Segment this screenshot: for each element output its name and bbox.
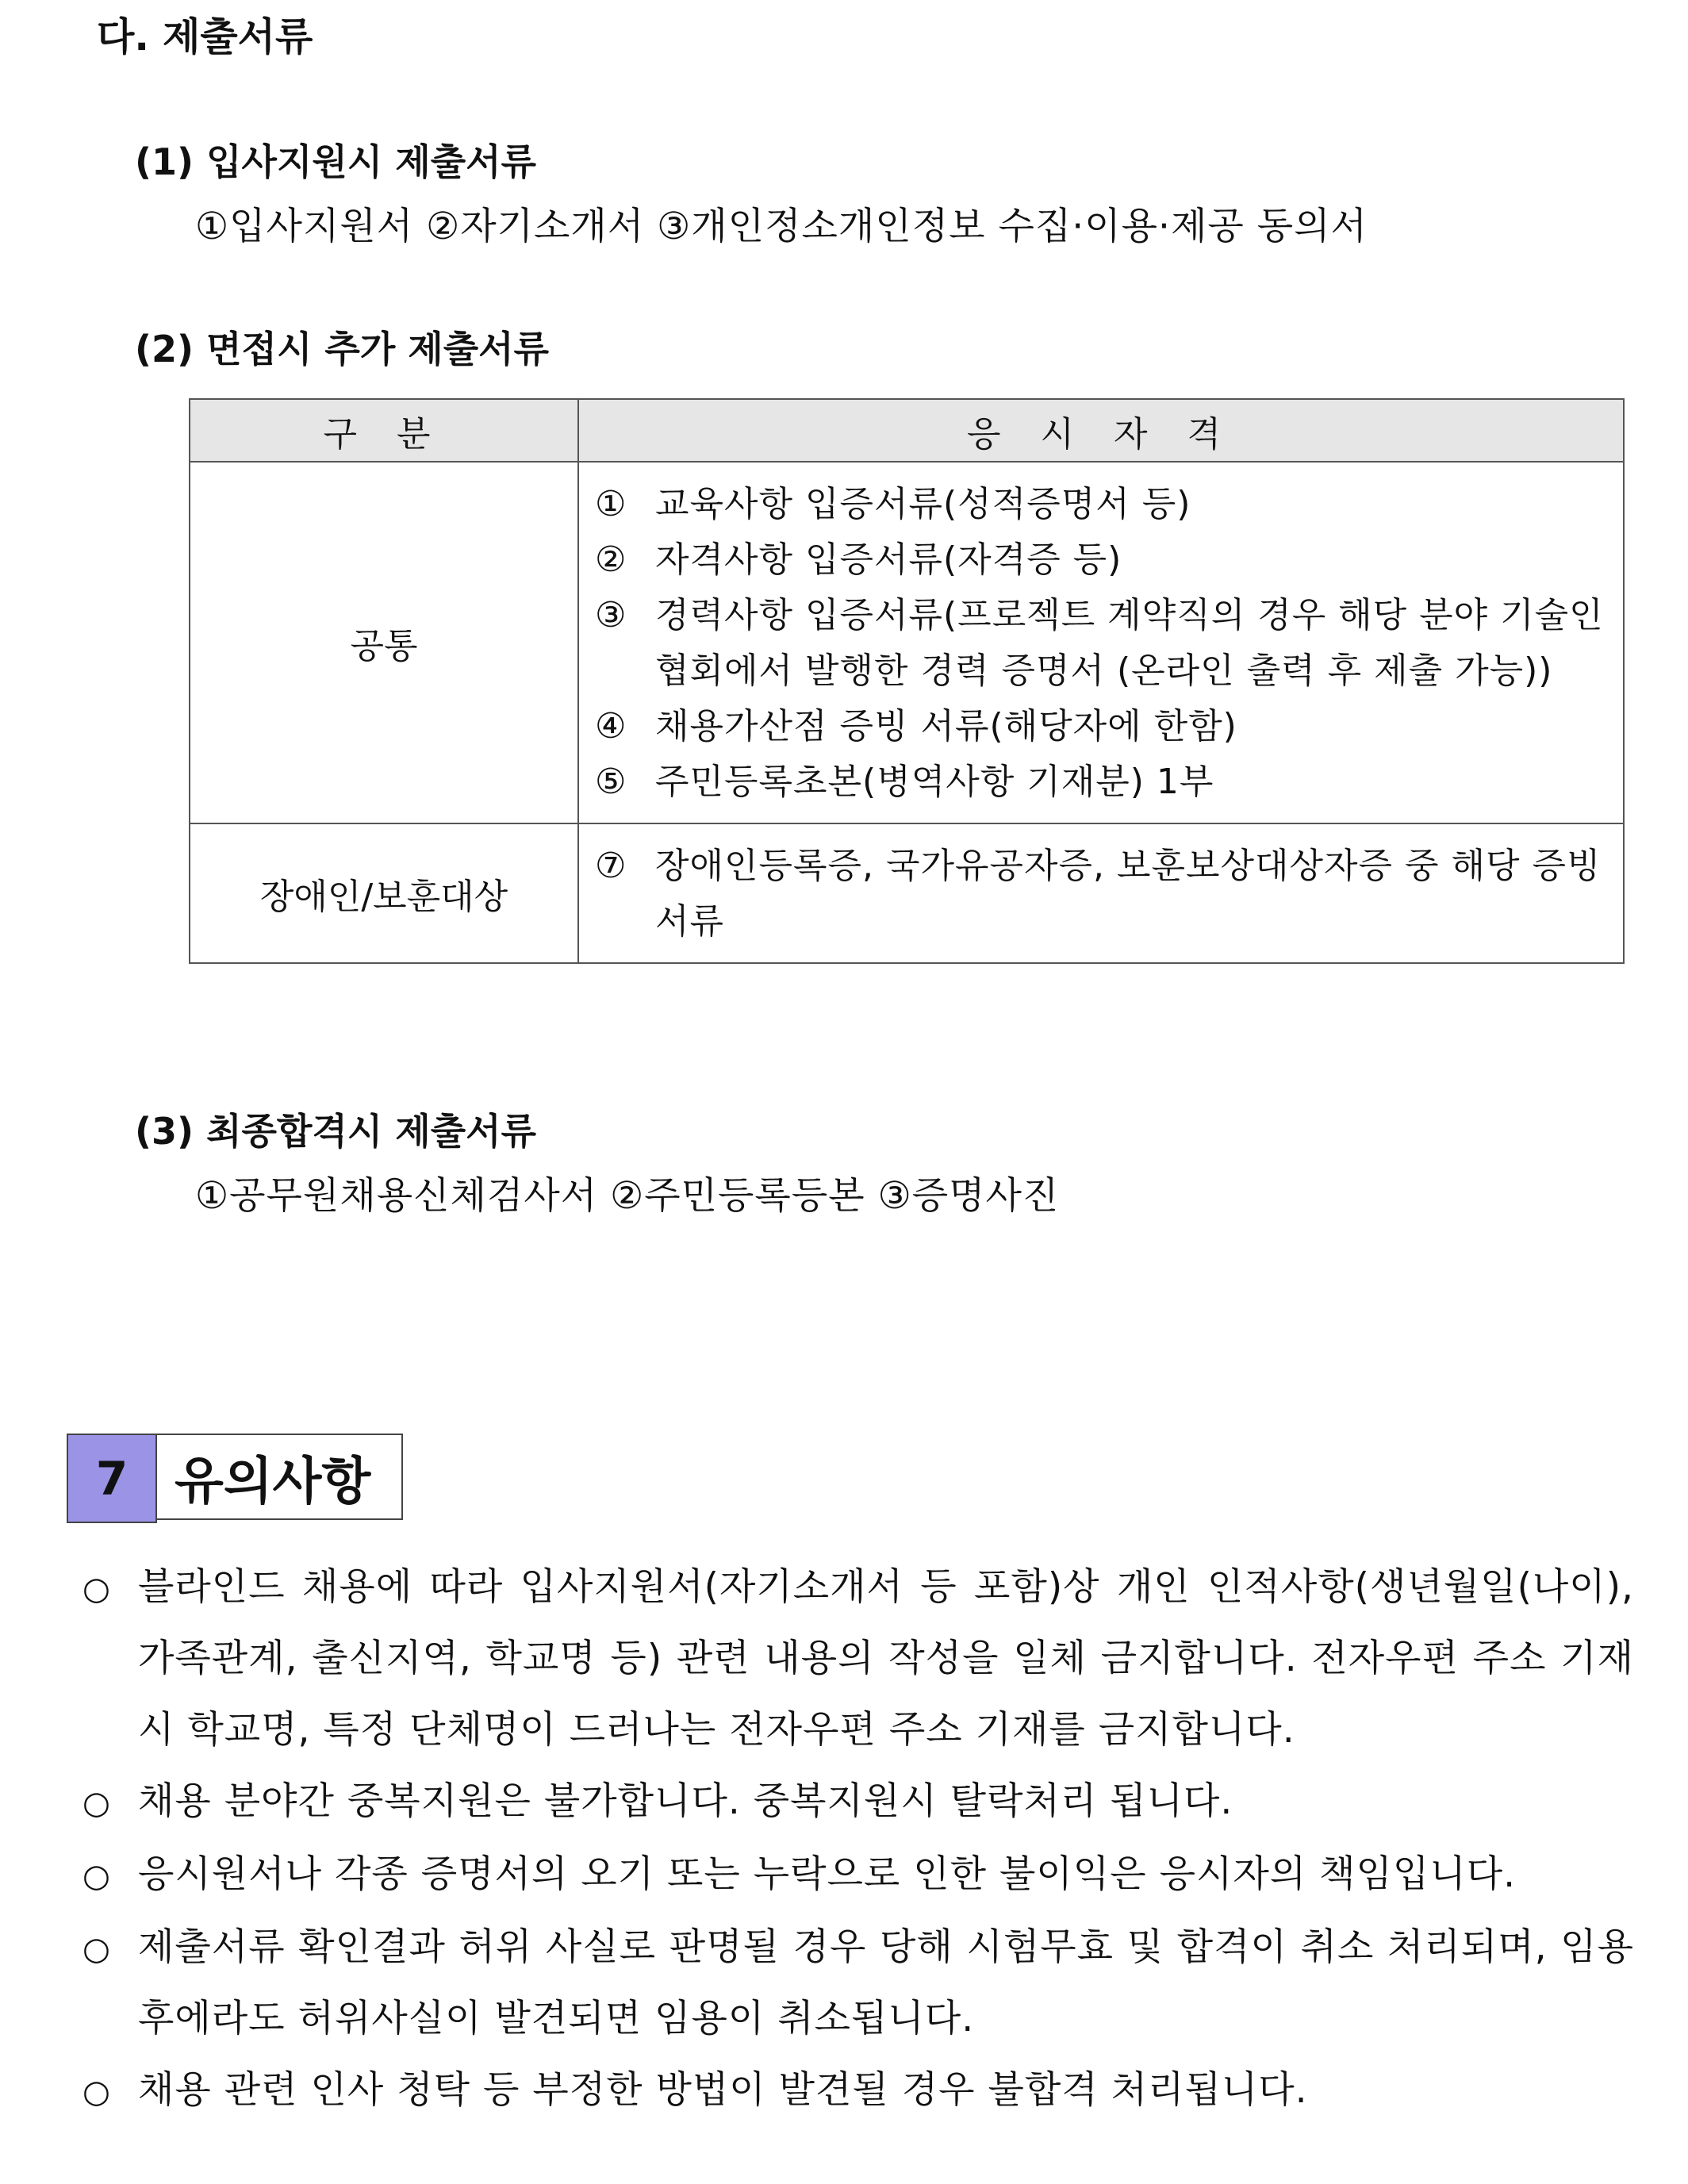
row-category: 공통	[190, 462, 578, 823]
list-item	[82, 2055, 1634, 2128]
item-number: ⑦	[595, 846, 627, 886]
interview-docs-table	[189, 398, 1625, 964]
notice-title: 유의사항	[157, 1434, 403, 1520]
item-number: ③	[595, 595, 627, 635]
list-item	[595, 699, 1607, 754]
interview-docs-title: (2) 면접시 추가 제출서류	[135, 328, 550, 370]
list-item	[595, 588, 1607, 699]
item-text: 자격사항 입증서류(자격증 등)	[655, 539, 1122, 580]
submission-on-apply-docs: ①입사지원서 ②자기소개서 ③개인정소개인정보 수집·이용·제공 동의서	[195, 205, 1368, 248]
bullet-icon: ○	[82, 2074, 110, 2110]
table-header-row	[190, 399, 1624, 462]
header-category: 구 분	[190, 399, 578, 462]
row-items	[578, 462, 1624, 823]
item-text: 채용가산점 증빙 서류(해당자에 한함)	[655, 706, 1237, 747]
item-number: ①	[595, 484, 627, 524]
list-item	[82, 1766, 1634, 1839]
list-item	[595, 532, 1607, 588]
row-category: 장애인/보훈대상	[190, 823, 578, 963]
list-item	[595, 839, 1607, 950]
list-item	[82, 1912, 1634, 2055]
bullet-icon: ○	[82, 1785, 110, 1821]
item-number: ⑤	[595, 762, 627, 802]
list-item	[82, 1839, 1634, 1912]
notice-heading	[67, 1434, 403, 1523]
final-pass-docs: ①공무원채용신체검사서 ②주민등록등본 ③증명사진	[195, 1174, 1060, 1218]
table-row-disabled-veteran	[190, 823, 1624, 963]
list-item	[595, 477, 1607, 532]
notice-text: 블라인드 채용에 따라 입사지원서(자기소개서 등 포함)상 개인 인적사항(생년월일(나이), 가족관계, 출신지역, 학교명 등) 관련 내용의 작성을 일체 금지합니다. 전자우편 주소 기재시 학교명, 특정 단체명이 드러나는 전자우편 주소 기재를 금지합니다.	[138, 1565, 1634, 1752]
notice-number-badge: 7	[67, 1434, 157, 1523]
table-row-common	[190, 462, 1624, 823]
bullet-icon: ○	[82, 1571, 110, 1607]
notice-text: 응시원서나 각종 증명서의 오기 또는 누락으로 인한 불이익은 응시자의 책임입니다.	[138, 1852, 1517, 1896]
item-text: 주민등록초본(병역사항 기재분) 1부	[655, 762, 1214, 802]
list-item	[595, 754, 1607, 810]
submission-on-apply-title: (1) 입사지원시 제출서류	[135, 140, 537, 183]
bullet-icon: ○	[82, 1858, 110, 1894]
section-title: 다. 제출서류	[97, 14, 313, 59]
list-item	[82, 1552, 1634, 1766]
notice-text: 제출서류 확인결과 허위 사실로 판명될 경우 당해 시험무효 및 합격이 취소 처리되며, 임용 후에라도 허위사실이 발견되면 임용이 취소됩니다.	[138, 1925, 1634, 2040]
bullet-icon: ○	[82, 1931, 110, 1967]
item-text: 교육사항 입증서류(성적증명서 등)	[655, 484, 1191, 524]
item-text: 장애인등록증, 국가유공자증, 보훈보상대상자증 중 해당 증빙 서류	[655, 846, 1602, 942]
item-number: ④	[595, 706, 627, 747]
notice-text: 채용 관련 인사 청탁 등 부정한 방법이 발견될 경우 불합격 처리됩니다.	[138, 2068, 1308, 2112]
item-text: 경력사항 입증서류(프로젝트 계약직의 경우 해당 분야 기술인 협회에서 발행한 경력 증명서 (온라인 출력 후 제출 가능))	[655, 595, 1604, 691]
header-requirement: 응 시 자 격	[578, 399, 1624, 462]
final-pass-docs-title: (3) 최종합격시 제출서류	[135, 1110, 537, 1153]
item-number: ②	[595, 539, 627, 580]
notice-list	[82, 1552, 1634, 2128]
row-items	[578, 823, 1624, 963]
notice-text: 채용 분야간 중복지원은 불가합니다. 중복지원시 탈락처리 됩니다.	[138, 1779, 1233, 1823]
